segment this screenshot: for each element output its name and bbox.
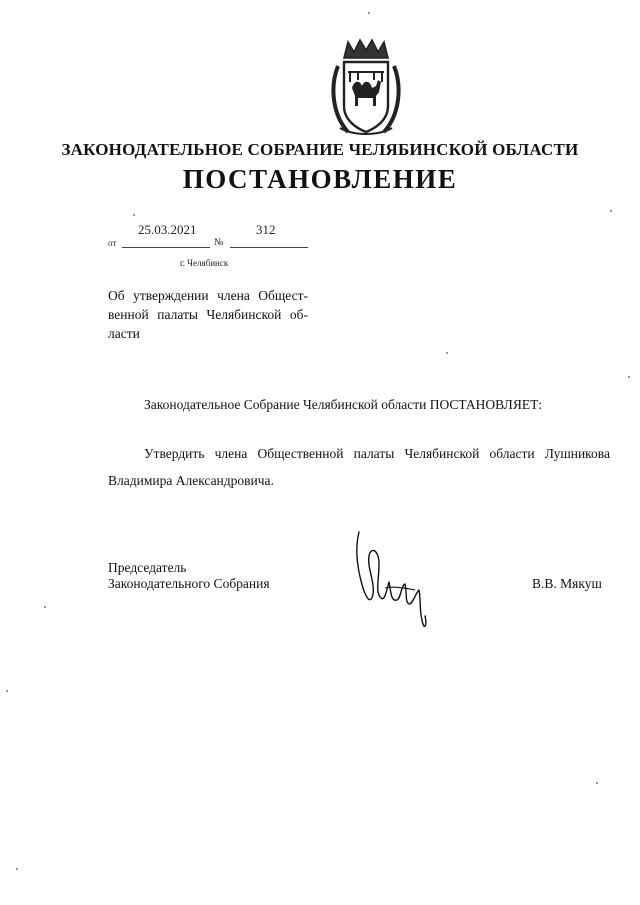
resolution-text-line-1: Утвердить члена Общественной палаты Челябинской области Лушникова (144, 446, 610, 461)
scan-speck (44, 606, 46, 608)
signatory-name: В.В. Мякуш (532, 576, 602, 591)
subject-line-2: венной палаты Челябинской об- (108, 307, 308, 322)
date-underline (122, 247, 210, 248)
resolution-text-line-2: Владимира Александровича. (108, 473, 274, 488)
number-underline (230, 247, 308, 248)
signatory-position-line-1: Председатель (108, 560, 187, 575)
scan-speck (596, 782, 598, 784)
scan-speck (133, 214, 135, 216)
number-sign-label: № (214, 237, 224, 248)
document-date: 25.03.2021 (138, 222, 197, 237)
subject-line-3: ласти (108, 326, 140, 341)
subject-line-1: Об утверждении члена Общест- (108, 288, 308, 303)
handwritten-signature-icon (345, 528, 435, 633)
date-prefix-label: от (108, 238, 117, 248)
preamble-text: Законодательное Собрание Челябинской области ПОСТАНОВЛЯЕТ: (144, 397, 543, 412)
scan-speck (610, 210, 612, 212)
scan-speck (446, 352, 448, 354)
scan-speck (368, 12, 370, 14)
organization-name: ЗАКОНОДАТЕЛЬНОЕ СОБРАНИЕ ЧЕЛЯБИНСКОЙ ОБЛАСТИ (61, 140, 579, 159)
scan-speck (6, 690, 8, 692)
signatory-position-line-2: Законодательного Собрания (108, 576, 270, 591)
document-number: 312 (256, 222, 276, 237)
document-type-title: ПОСТАНОВЛЕНИЕ (182, 164, 458, 194)
scan-speck (628, 376, 630, 378)
scan-speck (16, 868, 18, 870)
city-label: г. Челябинск (180, 258, 229, 268)
document-subject (108, 286, 308, 343)
coat-of-arms-icon (328, 36, 404, 138)
